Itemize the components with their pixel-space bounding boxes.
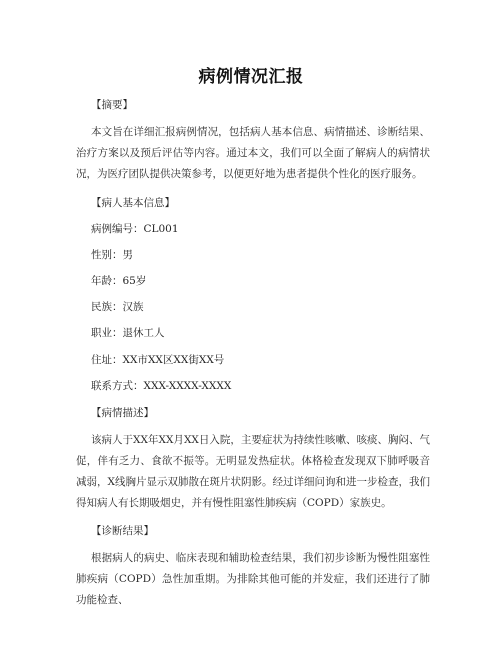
gender-field: 性别：男 [91,249,133,261]
diagnosis-heading: 【诊断结果】 [91,525,154,537]
address-field: 住址：XX市XX区XX街XX号 [91,354,225,366]
contact-field: 联系方式：XXX-XXXX-XXXX [91,380,232,392]
age-field: 年龄：65岁 [91,275,147,287]
abstract-paragraph: 本文旨在详细汇报病例情况，包括病人基本信息、病情描述、诊断结果、治疗方案以及预后评估等内容。通过本文，我们可以全面了解病人的病情状况，为医疗团队提供决策参考，以便更好地为患者提供个性化的医疗服务。 [76,126,430,180]
basic-info-heading: 【病人基本信息】 [91,197,175,209]
document-title: 病例情况汇报 [198,67,304,87]
occupation-field: 职业：退休工人 [91,327,165,339]
case-id-field: 病例编号：CL001 [91,223,179,235]
diagnosis-paragraph: 根据病人的病史、临床表现和辅助检查结果，我们初步诊断为慢性阻塞性肺疾病（COPD）急性加重期。为排除其他可能的并发症，我们还进行了肺功能检查、 [76,552,430,606]
ethnicity-field: 民族：汉族 [91,301,144,313]
condition-heading: 【病情描述】 [91,407,154,419]
condition-paragraph: 该病人于XX年XX月XX日入院，主要症状为持续性咳嗽、咳痰、胸闷、气促，伴有乏力、食欲不振等。无明显发热症状。体格检查发现双下肺呼吸音减弱，X线胸片显示双肺散在斑片状阴影。经过详细问询和进一步检查，我们得知病人有长期吸烟史，并有慢性阻塞性肺疾病（COPD）家族史。 [76,434,430,509]
abstract-heading: 【摘要】 [91,99,133,111]
